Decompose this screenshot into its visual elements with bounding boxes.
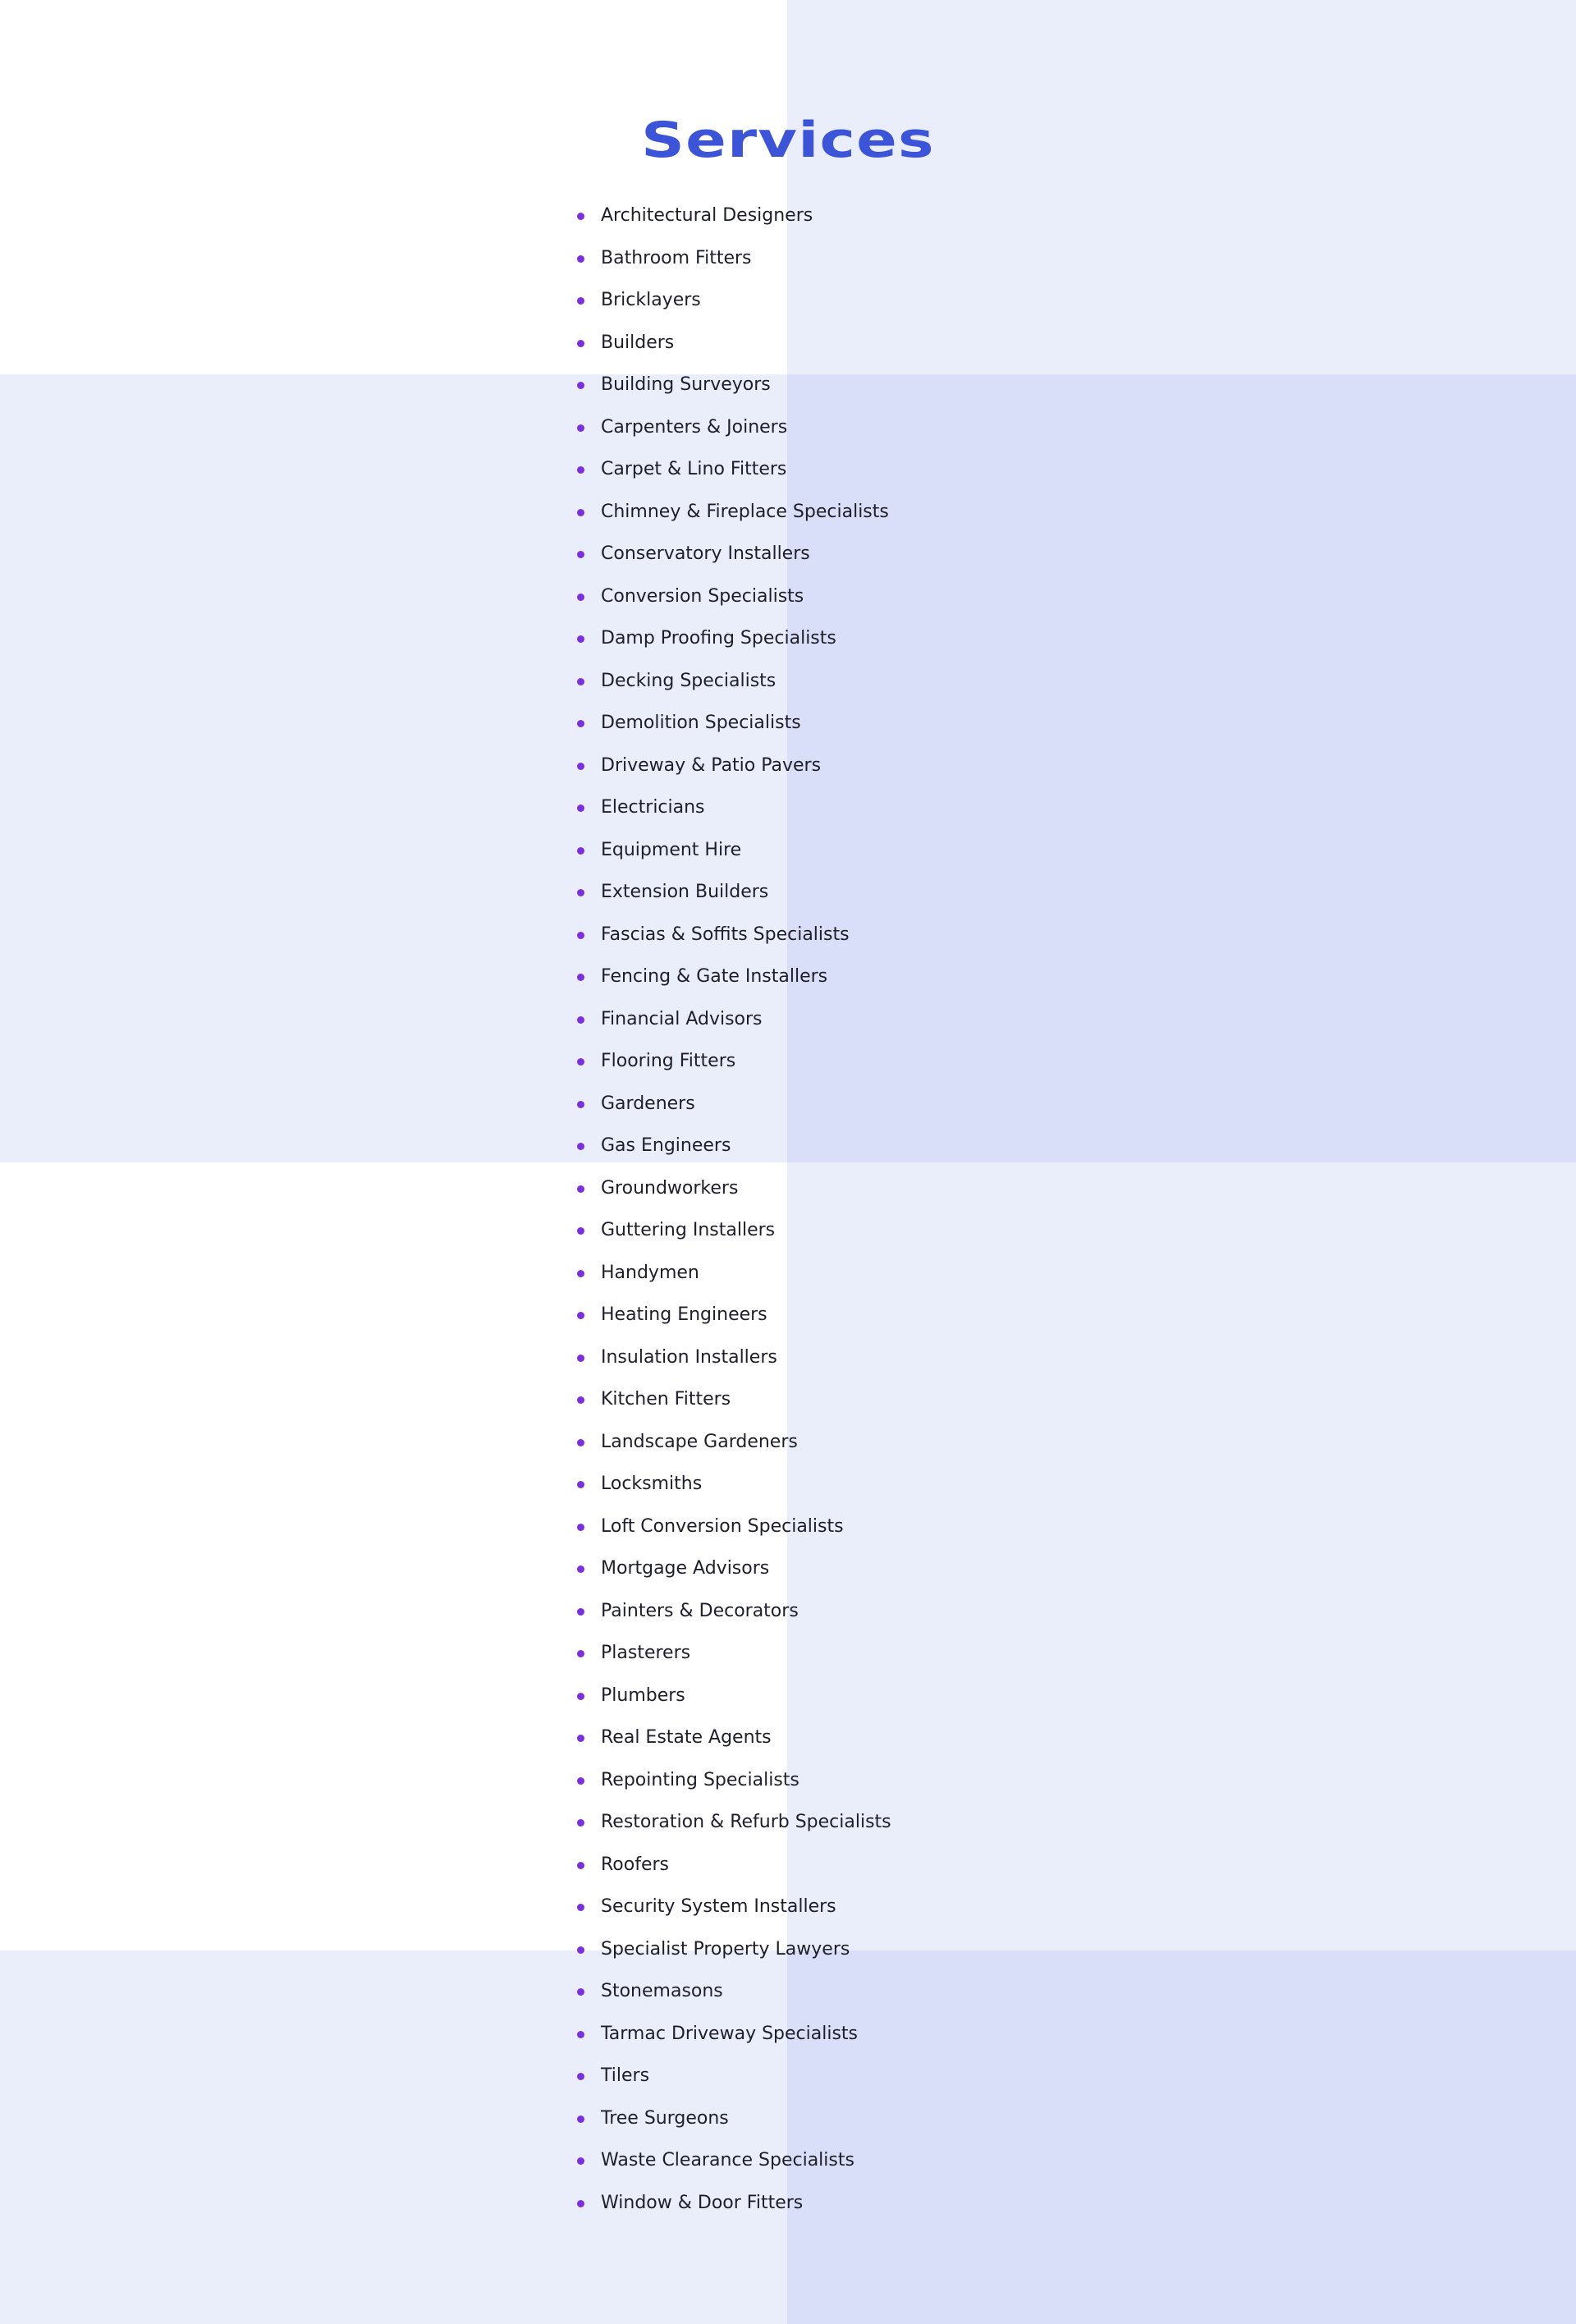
list-item[interactable]: [575, 575, 891, 618]
list-item[interactable]: [575, 491, 891, 534]
bullet-icon: [577, 1396, 584, 1404]
list-item[interactable]: [575, 1590, 891, 1633]
background-panel: [787, 1950, 1576, 2324]
list-item[interactable]: [575, 745, 891, 787]
list-item[interactable]: [575, 406, 891, 449]
list-item-label: Locksmiths: [601, 1474, 703, 1494]
list-item-label: Groundworkers: [601, 1177, 739, 1199]
list-item[interactable]: [575, 237, 891, 280]
bullet-icon: [577, 763, 584, 770]
list-item[interactable]: [575, 1294, 891, 1336]
list-item[interactable]: [575, 1886, 891, 1928]
list-item[interactable]: [575, 829, 891, 872]
bullet-icon: [577, 297, 584, 305]
list-item-label: Tree Surgeons: [601, 2107, 729, 2129]
list-item[interactable]: [575, 956, 891, 998]
bullet-icon: [577, 1608, 584, 1616]
bullet-icon: [577, 1819, 584, 1827]
list-item-label: Fencing & Gate Installers: [601, 966, 828, 987]
bullet-icon: [577, 1524, 584, 1531]
list-item-label: Painters & Decorators: [601, 1600, 799, 1621]
list-item[interactable]: [575, 2013, 891, 2056]
list-item-label: Plumbers: [601, 1685, 685, 1706]
bullet-icon: [577, 1185, 584, 1193]
list-item-label: Kitchen Fitters: [601, 1389, 731, 1410]
bullet-icon: [577, 974, 584, 981]
bullet-icon: [577, 1227, 584, 1235]
bullet-icon: [577, 1693, 584, 1700]
bullet-icon: [577, 1946, 584, 1954]
bullet-icon: [577, 1988, 584, 1996]
list-item-label: Handymen: [601, 1262, 699, 1283]
list-item-label: Gardeners: [601, 1093, 695, 1114]
section-title: Services: [641, 112, 935, 169]
services-list: [575, 195, 891, 2224]
list-item-label: Heating Engineers: [601, 1304, 767, 1325]
bullet-icon: [577, 2157, 584, 2165]
list-item[interactable]: [575, 1083, 891, 1125]
list-item-label: Mortgage Advisors: [601, 1558, 770, 1579]
bullet-icon: [577, 1862, 584, 1869]
bullet-icon: [577, 847, 584, 855]
bullet-icon: [577, 1143, 584, 1150]
bullet-icon: [577, 1565, 584, 1573]
list-item[interactable]: [575, 617, 891, 660]
list-item-label: Guttering Installers: [601, 1220, 776, 1240]
list-item-label: Decking Specialists: [601, 670, 777, 691]
list-item-label: Insulation Installers: [601, 1346, 777, 1368]
list-item[interactable]: [575, 1844, 891, 1886]
list-item[interactable]: [575, 1336, 891, 1379]
bullet-icon: [577, 804, 584, 812]
list-item[interactable]: [575, 533, 891, 575]
list-item[interactable]: [575, 1717, 891, 1759]
list-item[interactable]: [575, 702, 891, 745]
list-item[interactable]: [575, 322, 891, 364]
list-item-label: Stonemasons: [601, 1981, 723, 2001]
list-item-label: Carpenters & Joiners: [601, 416, 788, 438]
background-panel: [787, 0, 1576, 374]
list-item-label: Fascias & Soffits Specialists: [601, 924, 850, 945]
bullet-icon: [577, 1904, 584, 1911]
bullet-icon: [577, 255, 584, 263]
list-item-label: Conversion Specialists: [601, 585, 804, 607]
list-item[interactable]: [575, 448, 891, 491]
bullet-icon: [577, 594, 584, 601]
bullet-icon: [577, 424, 584, 432]
list-item[interactable]: [575, 1040, 891, 1083]
list-item[interactable]: [575, 660, 891, 703]
list-item-label: Demolition Specialists: [601, 713, 801, 733]
list-item[interactable]: [575, 1463, 891, 1506]
list-item-label: Conservatory Installers: [601, 543, 810, 564]
bullet-icon: [577, 2031, 584, 2038]
bullet-icon: [577, 1270, 584, 1277]
bullet-icon: [577, 1735, 584, 1742]
list-item[interactable]: [575, 279, 891, 322]
bullet-icon: [577, 1312, 584, 1319]
list-item-label: Builders: [601, 332, 675, 353]
list-item-label: Bricklayers: [601, 290, 701, 310]
bullet-icon: [577, 932, 584, 939]
list-item-label: Carpet & Lino Fitters: [601, 459, 787, 479]
list-item[interactable]: [575, 364, 891, 406]
list-item-label: Real Estate Agents: [601, 1727, 772, 1748]
bullet-icon: [577, 889, 584, 896]
bullet-icon: [577, 1650, 584, 1657]
bullet-icon: [577, 1481, 584, 1488]
list-item[interactable]: [575, 1252, 891, 1295]
list-item-label: Electricians: [601, 797, 705, 818]
list-item[interactable]: [575, 2055, 891, 2097]
list-item[interactable]: [575, 1970, 891, 2013]
list-item-label: Chimney & Fireplace Specialists: [601, 501, 889, 522]
list-item[interactable]: [575, 1675, 891, 1717]
list-item-label: Security System Installers: [601, 1896, 836, 1917]
list-item[interactable]: [575, 1506, 891, 1548]
bullet-icon: [577, 1016, 584, 1024]
list-item[interactable]: [575, 1801, 891, 1844]
list-item[interactable]: [575, 1209, 891, 1252]
list-item[interactable]: [575, 2182, 891, 2225]
list-item-label: Plasterers: [601, 1643, 691, 1663]
bullet-icon: [577, 509, 584, 516]
list-item-label: Waste Clearance Specialists: [601, 2150, 854, 2170]
list-item-label: Tilers: [601, 2065, 650, 2086]
list-item[interactable]: [575, 1421, 891, 1464]
list-item-label: Architectural Designers: [601, 205, 813, 226]
list-item[interactable]: [575, 2097, 891, 2140]
list-item-label: Specialist Property Lawyers: [601, 1938, 850, 1960]
list-item[interactable]: [575, 914, 891, 956]
list-item[interactable]: [575, 998, 891, 1041]
background-panel: [787, 374, 1576, 1162]
bullet-icon: [577, 2200, 584, 2207]
list-item-label: Damp Proofing Specialists: [601, 628, 836, 649]
bullet-icon: [577, 466, 584, 474]
list-item[interactable]: [575, 1632, 891, 1675]
list-item[interactable]: [575, 871, 891, 914]
list-item-label: Repointing Specialists: [601, 1769, 799, 1790]
list-item[interactable]: [575, 1167, 891, 1210]
bullet-icon: [577, 2073, 584, 2080]
list-item[interactable]: [575, 1759, 891, 1802]
bullet-icon: [577, 678, 584, 685]
bullet-icon: [577, 1058, 584, 1066]
bullet-icon: [577, 382, 584, 389]
list-item-label: Restoration & Refurb Specialists: [601, 1812, 891, 1832]
list-item[interactable]: [575, 1125, 891, 1167]
bullet-icon: [577, 551, 584, 558]
list-item-label: Roofers: [601, 1854, 670, 1875]
bullet-icon: [577, 1439, 584, 1446]
list-item-label: Driveway & Patio Pavers: [601, 754, 822, 776]
bullet-icon: [577, 213, 584, 220]
bullet-icon: [577, 720, 584, 727]
list-item-label: Loft Conversion Specialists: [601, 1515, 844, 1537]
list-item-label: Tarmac Driveway Specialists: [601, 2023, 859, 2044]
bullet-icon: [577, 1777, 584, 1785]
background-panel: [787, 1162, 1576, 1950]
list-item-label: Financial Advisors: [601, 1008, 763, 1029]
list-item-label: Bathroom Fitters: [601, 247, 752, 268]
list-item[interactable]: [575, 1378, 891, 1421]
list-item[interactable]: [575, 1547, 891, 1590]
bullet-icon: [577, 340, 584, 347]
bullet-icon: [577, 635, 584, 643]
list-item-label: Gas Engineers: [601, 1135, 731, 1156]
list-item-label: Extension Builders: [601, 882, 769, 902]
list-item-label: Equipment Hire: [601, 839, 742, 860]
list-item[interactable]: [575, 2139, 891, 2182]
list-item-label: Flooring Fitters: [601, 1051, 736, 1071]
list-item[interactable]: [575, 195, 891, 237]
bullet-icon: [577, 2115, 584, 2123]
bullet-icon: [577, 1355, 584, 1362]
list-item[interactable]: [575, 786, 891, 829]
bullet-icon: [577, 1101, 584, 1108]
list-item-label: Window & Door Fitters: [601, 2192, 804, 2213]
list-item-label: Landscape Gardeners: [601, 1431, 798, 1452]
list-item-label: Building Surveyors: [601, 374, 771, 395]
list-item[interactable]: [575, 1928, 891, 1971]
